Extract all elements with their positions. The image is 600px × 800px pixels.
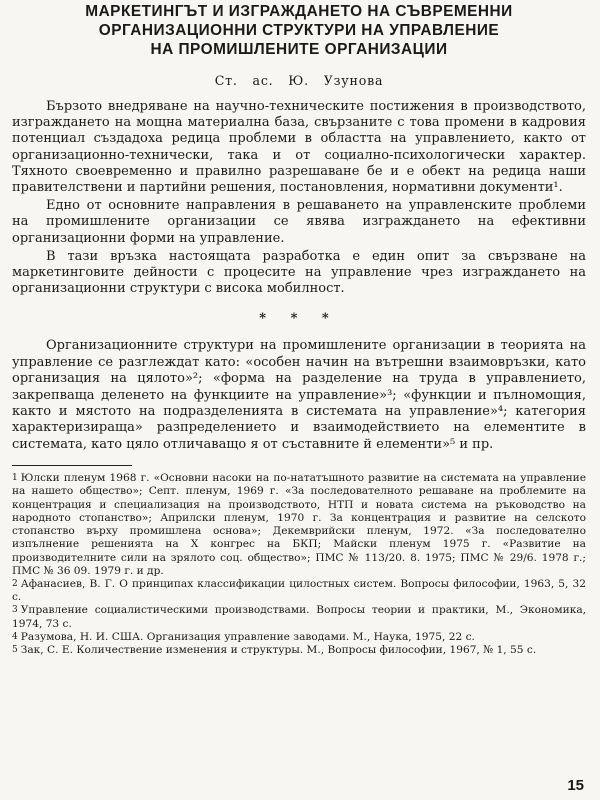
footnote-number: 1 — [12, 473, 18, 484]
footnote-2 — [12, 578, 586, 604]
intro-paragraph-2: Едно от основните направления в решаването на управленските проблеми на промишлените организации се явява изграждането на ефективни организационни форми на управление. — [12, 198, 586, 246]
main-paragraph: Организационните структури на промишлените организации в теорията на управление се разглеждат като: «особен начин на вътрешни взаимовръзки, като организация на цялото»²; «форма на разделение на труда в управлението, закрепваща деленето на функциите на управление»³; «функции и пълномощия, както и мястото на подразделенията в системата на управление»⁴; категория характеризираща» разпределението и взаимодействието на елементите в системата, като цяло отличаващо я от съставните й елементи»⁵ и пр. — [12, 338, 586, 452]
footnote-5 — [12, 644, 586, 657]
intro-section — [12, 99, 586, 297]
footnote-1 — [12, 472, 586, 578]
footnote-number: 2 — [12, 578, 18, 589]
section-separator: * * * — [259, 311, 339, 327]
title-line-2: ОРГАНИЗАЦИОННИ СТРУКТУРИ НА УПРАВЛЕНИЕ — [98, 22, 500, 39]
footnote-4 — [12, 631, 586, 644]
footnote-text: Зак, С. Е. Количествение изменения и структуры. М., Вопросы философии, 1967, № 1, 55 с. — [20, 643, 537, 656]
footnote-divider — [12, 465, 132, 466]
footnote-number: 4 — [12, 631, 18, 642]
page-number: 15 — [567, 777, 584, 794]
footnote-text: Управление социалистическими производствами. Вопросы теории и практики, М., Экономика, 1974, 73 с. — [12, 604, 586, 630]
footnote-text: Афанасиев, В. Г. О принципах классификации цилостных систем. Вопросы философии, 1963, 5, 32 с. — [12, 577, 586, 604]
main-section — [12, 338, 586, 453]
intro-paragraph-1: Бързото внедряване на научно-техническите постижения в производството, изграждането на мощна материална база, свързаните с това промени в кадровия потенциал създадоха редица проблеми в областта на управлението, както от организационно-технически, така и от социално-психологически характер. Тяхното своевременно и правилно разрешаване бе и е обект на редица наши правителствени и партийни решения, постановления, нормативни документи¹. — [12, 99, 586, 196]
footnote-3 — [12, 604, 586, 630]
intro-paragraph-3: В тази връзка настоящата разработка е един опит за свързване на маркетинговите дейности с процесите на управление чрез изграждането на организационни структури с висока мобилност. — [12, 248, 586, 297]
footnotes — [12, 472, 586, 657]
footnote-number: 3 — [12, 605, 18, 616]
article-title — [12, 2, 586, 59]
title-line-1: МАРКЕТИНГЪТ И ИЗГРАЖДАНЕТО НА СЪВРЕМЕННИ — [85, 3, 513, 20]
footnote-text: Юлски пленум 1968 г. «Основни насоки на по-нататъшното развитие на системата на управление на нашето общество»; Септ. пленум, 1969 г. «За последователното решаване на проблемите на концентрация и специализация на производството, НТП и новата система на ръководство на народното стопанство»; Априлски пленум, 1970 г. За концентрация и развитие на селското стопанство върху промишлена основа»; Декемврийски пленум, 1972. «За последователно изпълнение решенията на X конгрес на БКП; Майски пленум 1975 г. «Развитие на производителните сили на зрялото соц. общество»; ПМС № 113/20. 8. 1975; ПМС № 29/6. 1978 г.; ПМС № 36 09. 1979 г. и др. — [12, 472, 586, 577]
footnote-number: 5 — [12, 644, 18, 655]
author-line: Ст. ас. Ю. Узунова — [214, 73, 384, 88]
footnote-text: Разумова, Н. И. США. Организация управление заводами. М., Наука, 1975, 22 с. — [20, 630, 475, 643]
title-line-3: НА ПРОМИШЛЕНИТЕ ОРГАНИЗАЦИИ — [150, 41, 448, 58]
